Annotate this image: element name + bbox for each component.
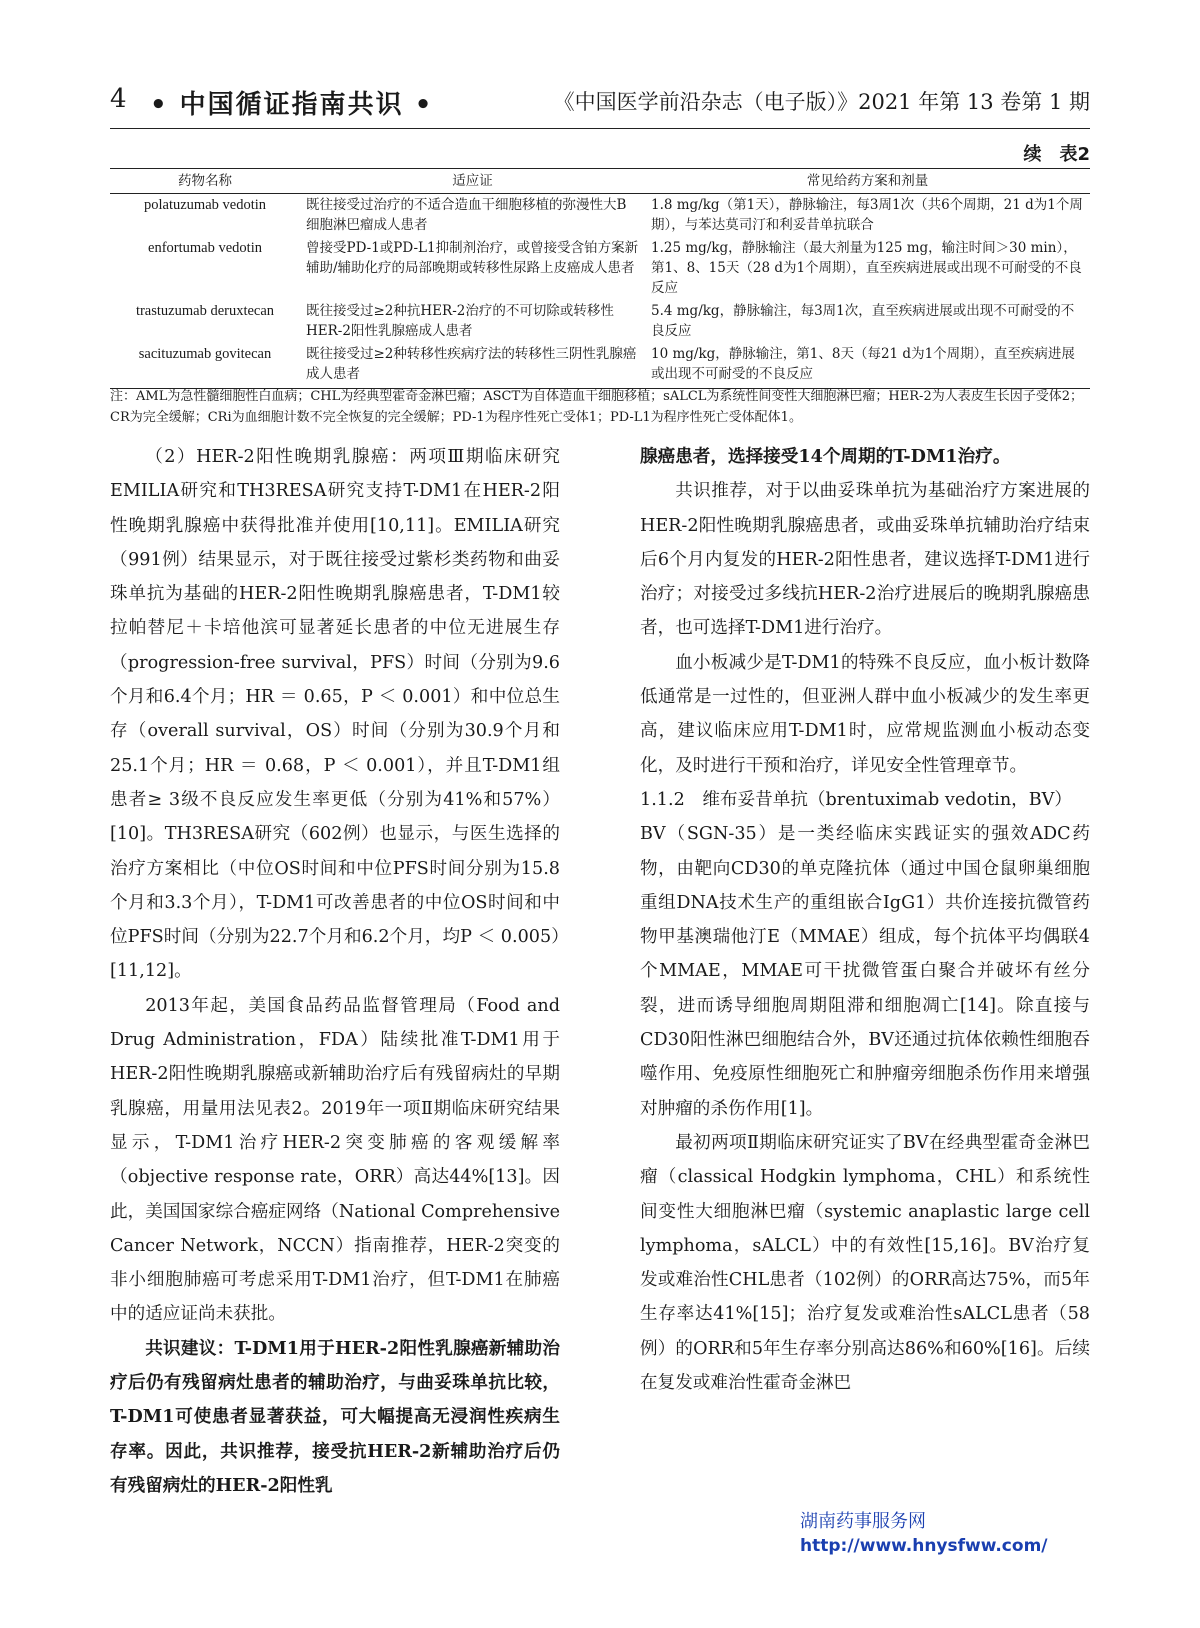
table-row <box>110 300 1090 343</box>
body-paragraph: 最初两项Ⅱ期临床研究证实了BV在经典型霍奇金淋巴瘤（classical Hodgkin lymphoma，CHL）和系统性间变性大细胞淋巴瘤（systemic anaplastic large cell lymphoma，sALCL）中的有效性[15,16]。BV治疗复发或难治性CHL患者（102例）的ORR高达75%，而5年生存率达41%[15]；治疗复发或难治性sALCL患者（58例）的ORR和5年生存率分别高达86%和60%[16]。后续在复发或难治性霍奇金淋巴 <box>640 1132 1090 1394</box>
drug-table <box>110 168 1090 389</box>
table-continued-label: 续 表2 <box>1023 144 1090 165</box>
header-drug-name: 药物名称 <box>110 169 300 194</box>
indication: 既往接受过≥2种转移性疾病疗法的转移性三阴性乳腺癌成人患者 <box>300 343 645 389</box>
header-indication: 适应证 <box>300 169 645 194</box>
table-row <box>110 237 1090 300</box>
drug-name: trastuzumab deruxtecan <box>135 303 275 319</box>
body-paragraph: 共识推荐，对于以曲妥珠单抗为基础治疗方案进展的HER-2阳性晚期乳腺癌患者，或曲妥珠单抗辅助治疗结束后6个月内复发的HER-2阳性患者，建议选择T-DM1进行治疗；对接受过多线抗HER-2治疗进展后的晚期乳腺癌患者，也可选择T-DM1进行治疗。 <box>640 481 1090 639</box>
dosage: 10 mg/kg，静脉输注，第1、8天（每21 d为1个周期），直至疾病进展或出现不可耐受的不良反应 <box>645 343 1090 389</box>
table-row <box>110 194 1090 238</box>
journal-citation: 《中国医学前沿杂志（电子版）》2021 年第 13 卷第 1 期 <box>553 90 1090 114</box>
consensus-recommendation-cont: 腺癌患者，选择接受14个周期的T-DM1治疗。 <box>640 446 1011 467</box>
dosage: 1.8 mg/kg（第1天），静脉输注，每3周1次（共6个周期，21 d为1个周期），与苯达莫司汀和利妥昔单抗联合 <box>651 197 1083 233</box>
body-paragraph: （2）HER-2阳性晚期乳腺癌：两项Ⅲ期临床研究EMILIA研究和TH3RESA研究支持T-DM1在HER-2阳性晚期乳腺癌中获得批准并使用[10,11]。EMILIA研究（991例）结果显示，对于既往接受过紫杉类药物和曲妥珠单抗为基础的HER-2阳性晚期乳腺癌患者，T-DM1较拉帕替尼＋卡培他滨可显著延长患者的中位无进展生存（progression-free survival，PFS）时间（分别为9.6个月和6.4个月；HR ＝ 0.65，P ＜ 0.001）和中位总生存（overall survival，OS）时间（分别为30.9个月和25.1个月；HR ＝ 0.68，P ＜ 0.001），并且T-DM1组患者≥ 3级不良反应发生率更低（分别为41%和57%）[10]。TH3RESA研究（602例）也显示，与医生选择的治疗方案相比（中位OS时间和中位PFS时间分别为15.8个月和3.3个月），T-DM1可改善患者的中位OS时间和中位PFS时间（分别为22.7个月和6.2个月，均P ＜ 0.005）[11,12]。 <box>110 447 560 982</box>
body-paragraph: 血小板减少是T-DM1的特殊不良反应，血小板计数降低通常是一过性的，但亚洲人群中血小板减少的发生率更高，建议临床应用T-DM1时，应常规监测血小板动态变化，及时进行干预和治疗，详见安全性管理章节。 <box>640 652 1090 776</box>
drug-name: sacituzumab govitecan <box>110 343 300 389</box>
indication: 曾接受PD-1或PD-L1抑制剂治疗，或曾接受含铂方案新辅助/辅助化疗的局部晚期或转移性尿路上皮癌成人患者 <box>306 240 639 276</box>
column-title: • 中国循证指南共识 • <box>150 90 434 120</box>
left-column <box>110 440 560 1503</box>
dosage: 1.25 mg/kg，静脉输注（最大剂量为125 mg，输注时间＞30 min），第1、8、15天（28 d为1个周期），直至疾病进展或出现不可耐受的不良反应 <box>651 240 1082 296</box>
watermark-url[interactable]: http://www.hnysfww.com/ <box>800 1536 1048 1556</box>
drug-name: enfortumab vedotin <box>148 240 262 256</box>
header-dosage: 常见给药方案和剂量 <box>645 169 1090 194</box>
table-row <box>110 343 1090 389</box>
table-note: 注：AML为急性髓细胞性白血病；CHL为经典型霍奇金淋巴瘤；ASCT为自体造血干细胞移植；sALCL为系统性间变性大细胞淋巴瘤；HER-2为人表皮生长因子受体2；CR为完全缓解；CRi为血细胞计数不完全恢复的完全缓解；PD-1为程序性死亡受体1；PD-L1为程序性死亡受体配体1。 <box>110 389 1083 425</box>
watermark <box>800 1510 1048 1558</box>
drug-name: polatuzumab vedotin <box>143 197 266 213</box>
dosage: 5.4 mg/kg，静脉输注，每3周1次，直至疾病进展或出现不可耐受的不良反应 <box>651 303 1075 339</box>
indication: 既往接受过≥2种抗HER-2治疗的不可切除或转移性HER-2阳性乳腺癌成人患者 <box>306 303 614 339</box>
table-header-row <box>110 169 1090 194</box>
watermark-name: 湖南药事服务网 <box>800 1511 926 1532</box>
indication: 既往接受过治疗的不适合造血干细胞移植的弥漫性大B细胞淋巴瘤成人患者 <box>306 197 627 233</box>
header-rule <box>110 128 1090 129</box>
page-header <box>110 84 1090 120</box>
section-heading: 1.1.2 维布妥昔单抗（brentuximab vedotin，BV） <box>640 789 1072 810</box>
page-number: 4 <box>110 84 127 114</box>
consensus-recommendation: 共识建议：T-DM1用于HER-2阳性乳腺癌新辅助治疗后仍有残留病灶患者的辅助治疗，与曲妥珠单抗比较，T-DM1可使患者显著获益，可大幅提高无浸润性疾病生存率。因此，共识推荐，接受抗HER-2新辅助治疗后仍有残留病灶的HER-2阳性乳 <box>110 1337 560 1496</box>
body-paragraph: 2013年起，美国食品药品监督管理局（Food and Drug Administration，FDA）陆续批准T-DM1用于HER-2阳性晚期乳腺癌或新辅助治疗后有残留病灶的早期乳腺癌，用量用法见表2。2019年一项Ⅱ期临床研究结果显示，T-DM1治疗HER-2突变肺癌的客观缓解率（objective response rate，ORR）高达44%[13]。因此，美国国家综合癌症网络（National Comprehensive Cancer Network，NCCN）指南推荐，HER-2突变的非小细胞肺癌可考虑采用T-DM1治疗，但T-DM1在肺癌中的适应证尚未获批。 <box>110 995 560 1325</box>
right-column <box>640 440 1090 1400</box>
body-paragraph: BV（SGN-35）是一类经临床实践证实的强效ADC药物，由靶向CD30的单克隆抗体（通过中国仓鼠卵巢细胞重组DNA技术生产的重组嵌合IgG1）共价连接抗微管药物甲基澳瑞他汀E（MMAE）组成，每个抗体平均偶联4个MMAE，MMAE可干扰微管蛋白聚合并破坏有丝分裂，进而诱导细胞周期阻滞和细胞凋亡[14]。除直接与CD30阳性淋巴细胞结合外，BV还通过抗体依赖性细胞吞噬作用、免疫原性细胞死亡和肿瘤旁细胞杀伤作用来增强对肿瘤的杀伤作用[1]。 <box>640 824 1090 1119</box>
